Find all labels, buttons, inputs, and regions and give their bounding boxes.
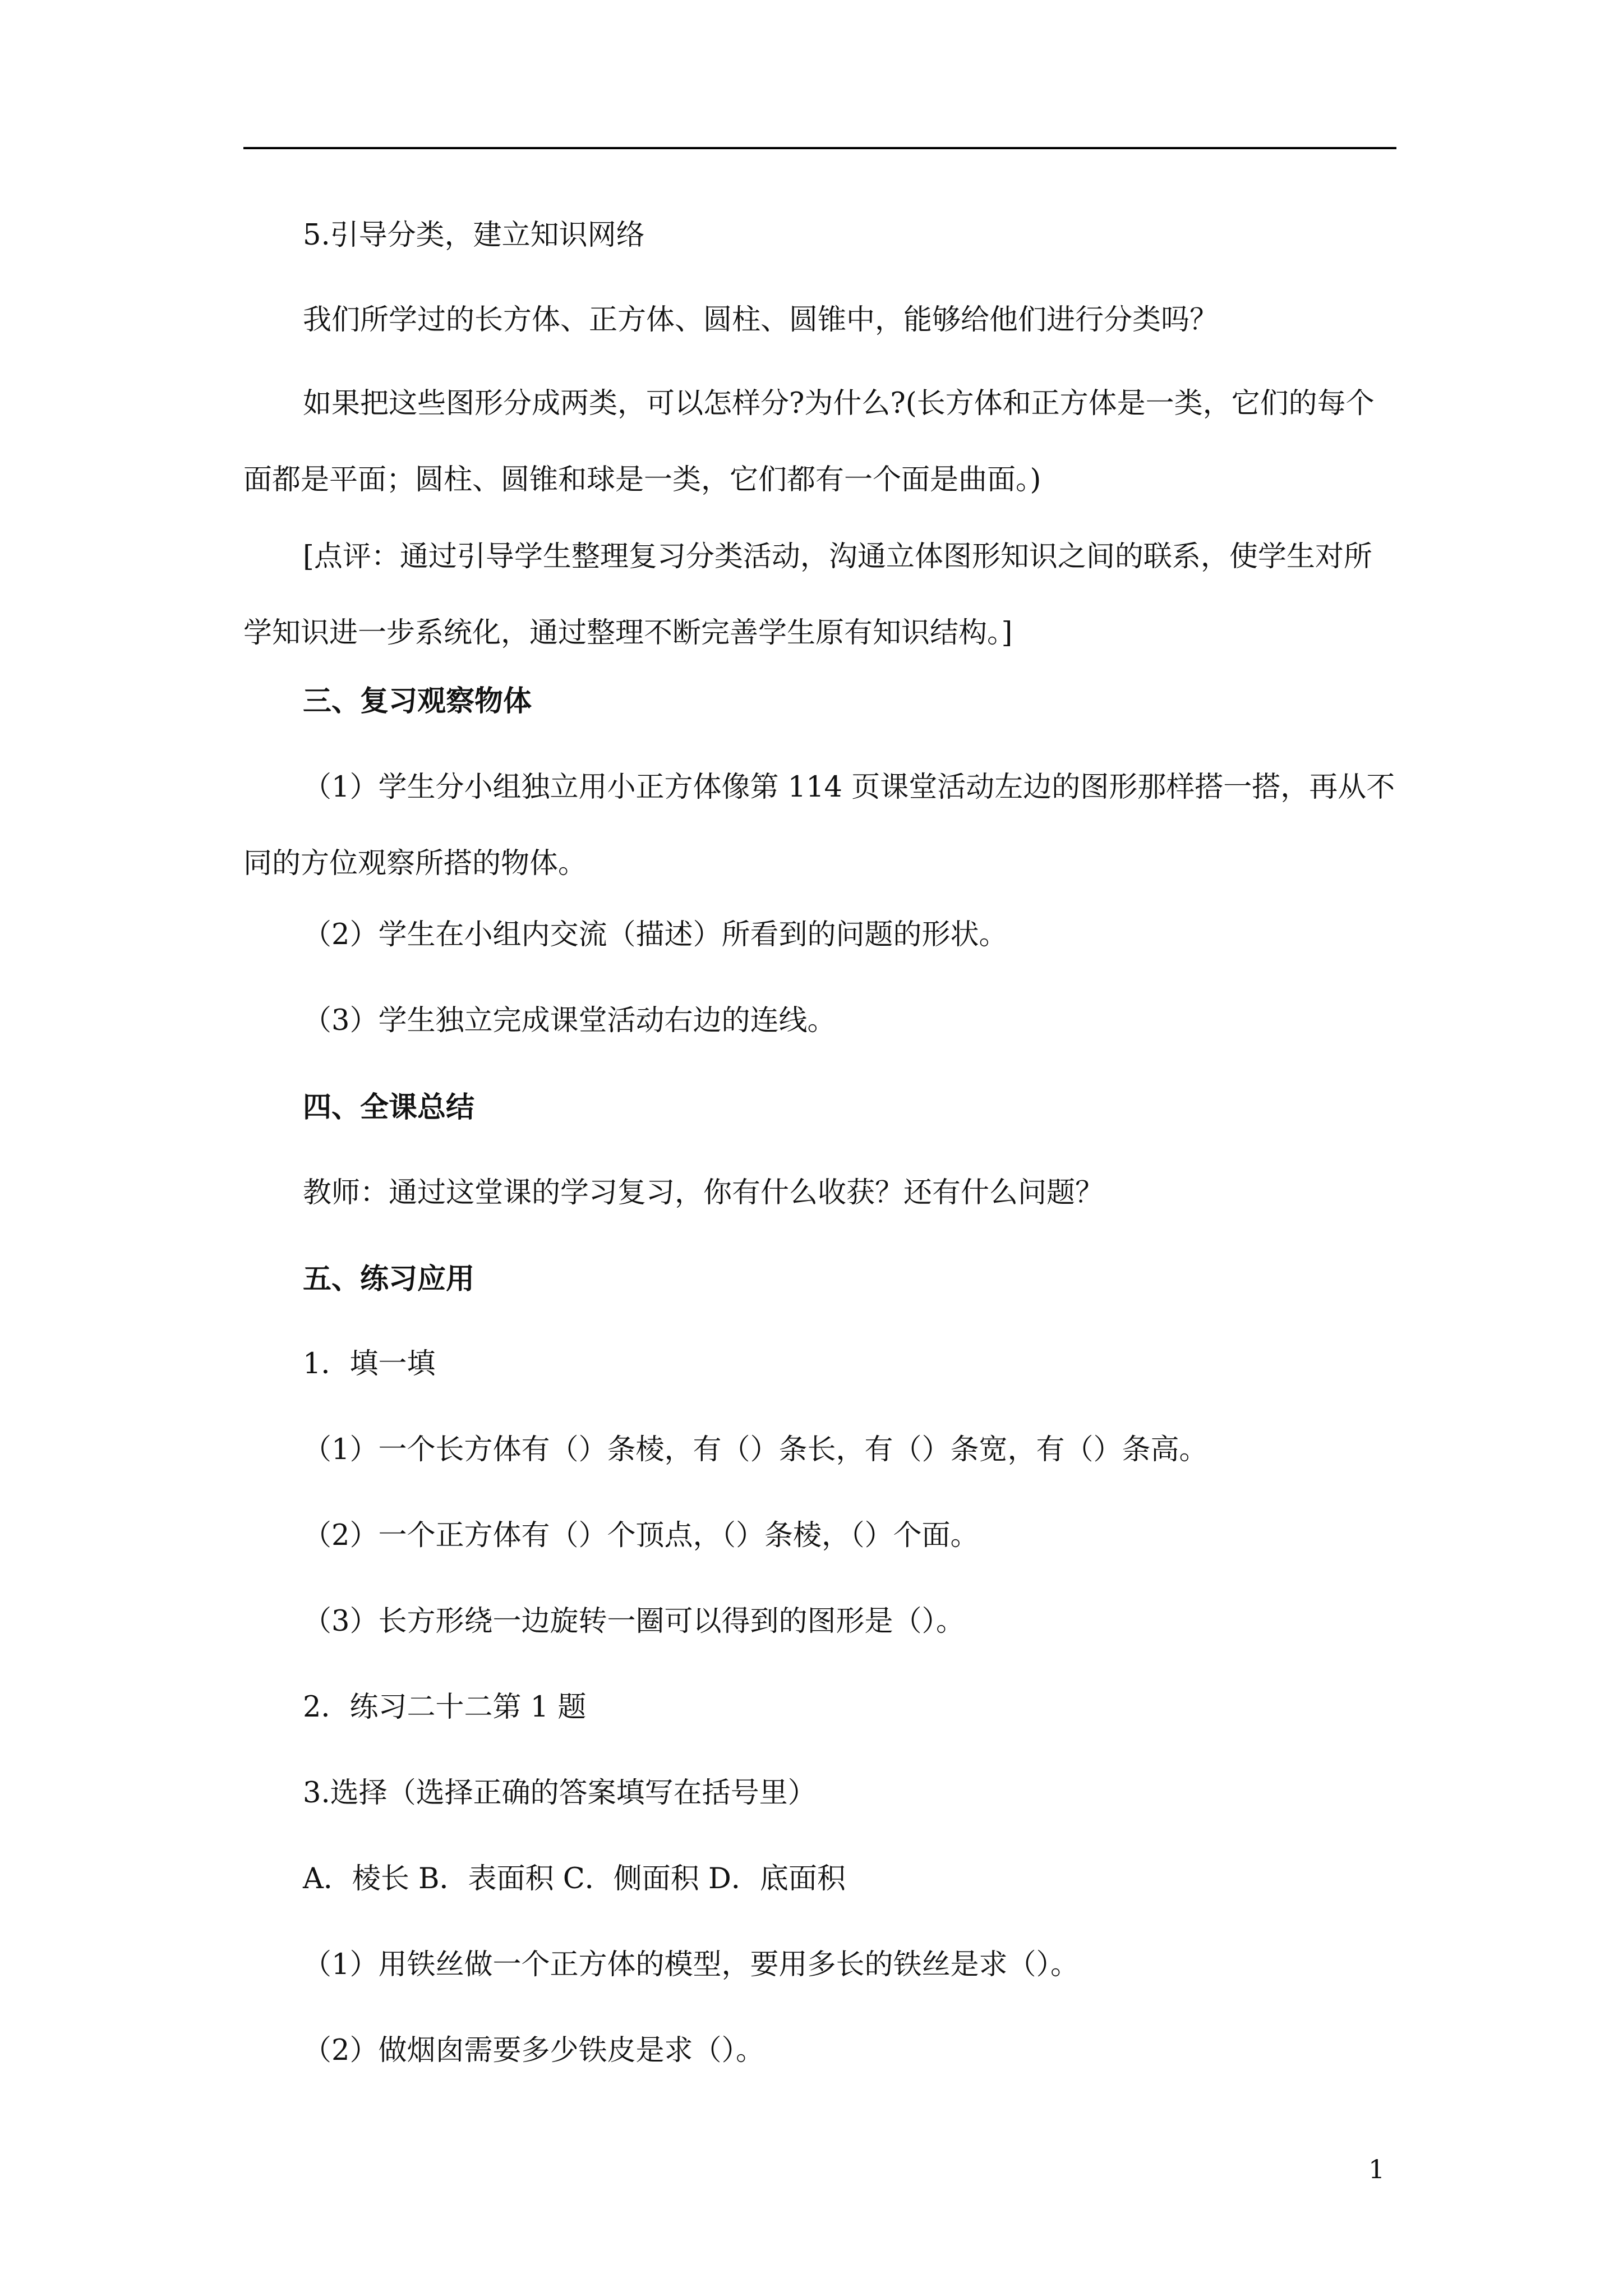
heading-section-3: 三、复习观察物体	[303, 684, 532, 718]
exercise-3-title: 3.选择（选择正确的答案填写在括号里）	[303, 1777, 817, 1810]
exercise-2-title: 2．练习二十二第 1 题	[303, 1691, 587, 1724]
heading-section-4: 四、全课总结	[303, 1091, 475, 1124]
paragraph-observe-1: （1）学生分小组独立用小正方体像第 114 页课堂活动左边的图形那样搭一搭，再从不同的方位观察所搭的物体。	[243, 771, 1395, 880]
paragraph-observe-2: （2）学生在小组内交流（描述）所看到的问题的形状。	[303, 918, 1008, 951]
exercise-1-item-3: （3）长方形绕一边旋转一圈可以得到的图形是（）。	[303, 1605, 965, 1638]
paragraph-teacher-summary: 教师：通过这堂课的学习复习，你有什么收获？还有什么问题？	[303, 1176, 1104, 1209]
paragraph-two-categories: 如果把这些图形分成两类，可以怎样分?为什么?(长方体和正方体是一类，它们的每个面都是平面；圆柱、圆锥和球是一类，它们都有一个面是曲面。)	[243, 387, 1375, 496]
page-number: 1	[1368, 2154, 1385, 2184]
exercise-3-item-1: （1）用铁丝做一个正方体的模型，要用多长的铁丝是求（）。	[303, 1948, 1079, 1981]
exercise-1-item-1: （1）一个长方体有（）条棱，有（）条长，有（）条宽，有（）条高。	[303, 1433, 1208, 1466]
paragraph-observe-3: （3）学生独立完成课堂活动右边的连线。	[303, 1004, 836, 1037]
paragraph-comment: [点评：通过引导学生整理复习分类活动，沟通立体图形知识之间的联系，使学生对所学知识进一步系统化，通过整理不断完善学生原有知识结构。]	[243, 540, 1372, 650]
exercise-3-options: A．棱长 B．表面积 C．侧面积 D．底面积	[303, 1862, 846, 1895]
paragraph-guide-classify: 5.引导分类，建立知识网络	[303, 219, 645, 252]
paragraph-question-classify: 我们所学过的长方体、正方体、圆柱、圆锥中，能够给他们进行分类吗？	[303, 303, 1219, 337]
heading-section-5: 五、练习应用	[303, 1262, 475, 1296]
exercise-1-title: 1．填一填	[303, 1347, 436, 1381]
exercise-1-item-2: （2）一个正方体有（）个顶点，（）条棱，（）个面。	[303, 1519, 979, 1552]
header-rule	[243, 147, 1396, 149]
exercise-3-item-2: （2）做烟囱需要多少铁皮是求（）。	[303, 2034, 764, 2067]
